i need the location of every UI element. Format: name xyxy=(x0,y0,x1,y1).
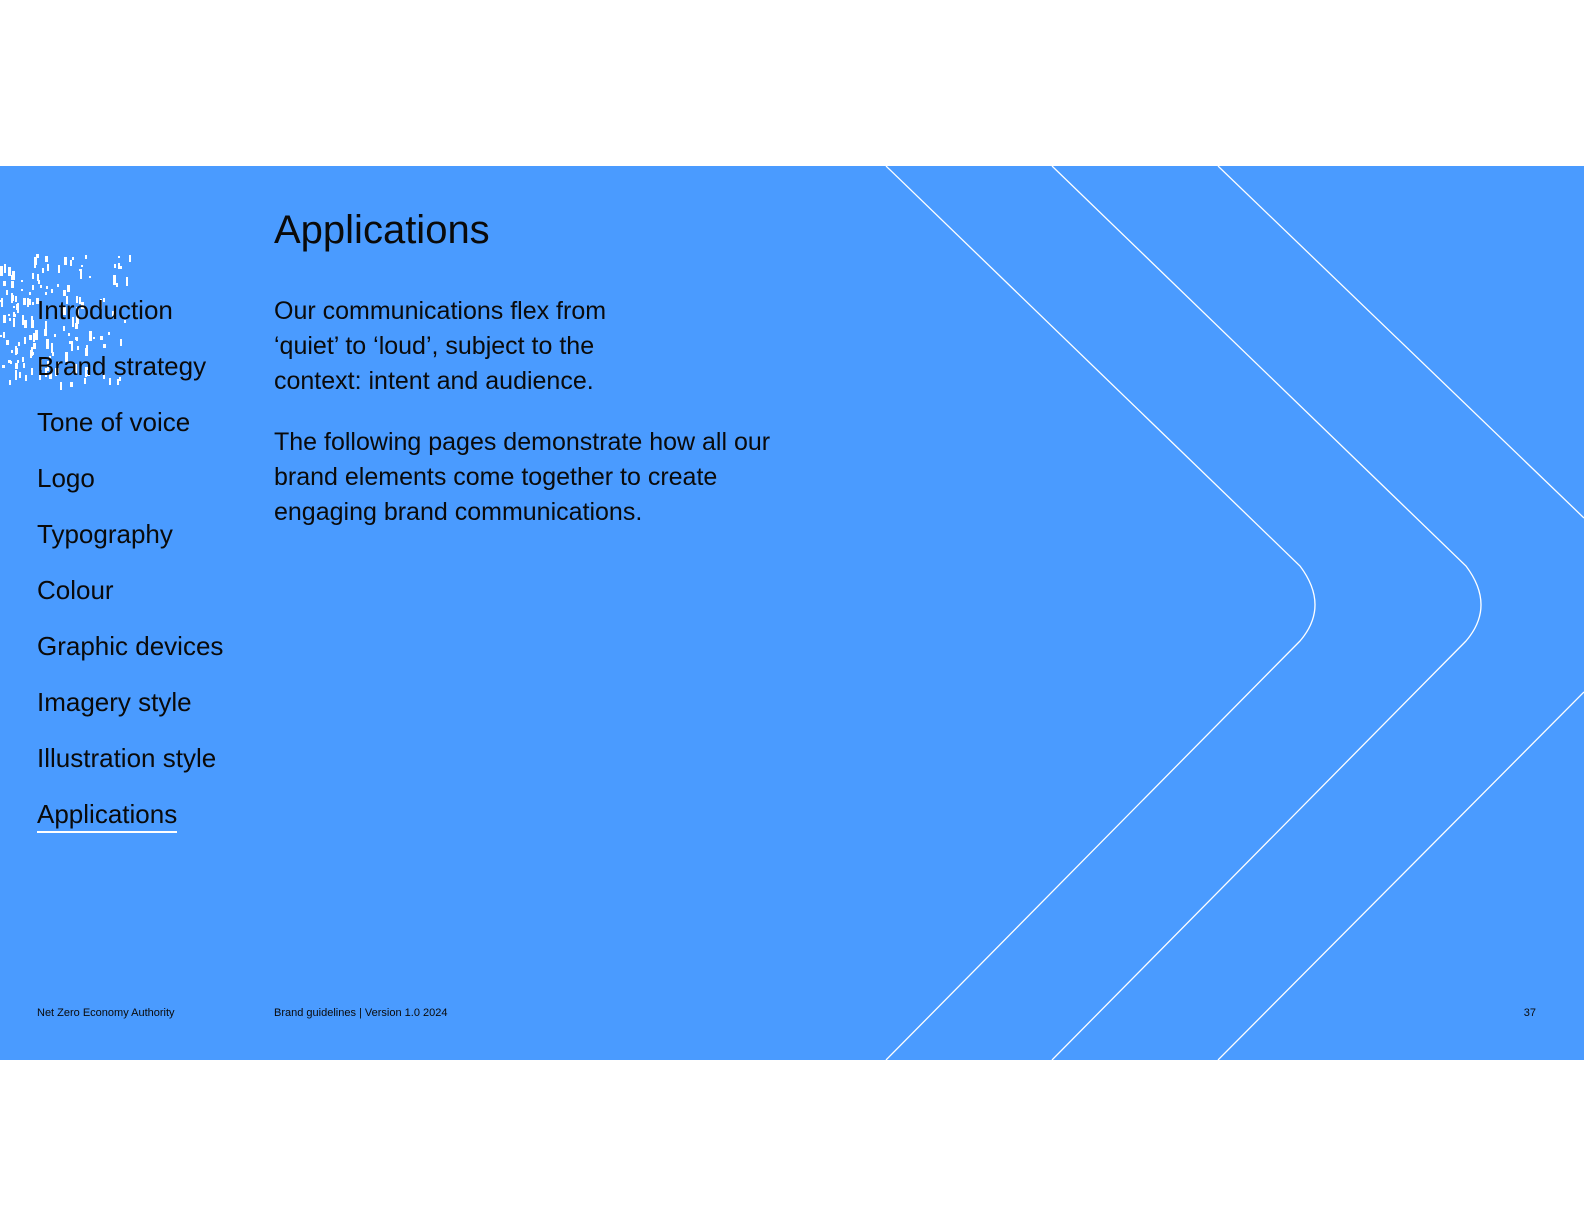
nav-item-imagery-style[interactable]: Imagery style xyxy=(37,687,192,717)
nav-item-logo[interactable]: Logo xyxy=(37,463,95,493)
footer-document-info: Brand guidelines | Version 1.0 2024 xyxy=(274,1007,448,1019)
page-title: Applications xyxy=(274,208,490,252)
nav-item-illustration-style[interactable]: Illustration style xyxy=(37,743,217,773)
intro-paragraph: Our communications flex from ‘quiet’ to ‘loud’, subject to the context: intent and audience. xyxy=(274,297,607,395)
chevron-line-3 xyxy=(1218,166,1584,1060)
nav-item-applications[interactable]: Applications xyxy=(37,798,177,833)
nav-item-typography[interactable]: Typography xyxy=(37,519,173,549)
nav-item-graphic-devices[interactable]: Graphic devices xyxy=(37,631,224,661)
description-paragraph: The following pages demonstrate how all our brand elements come together to create engaging brand communications. xyxy=(274,428,771,526)
nav-item-introduction[interactable]: Introduction xyxy=(37,295,173,325)
slide-panel xyxy=(0,166,1584,1060)
footer-organization: Net Zero Economy Authority xyxy=(37,1007,175,1019)
nav-item-tone-of-voice[interactable]: Tone of voice xyxy=(37,407,191,437)
footer-page-number: 37 xyxy=(1523,1007,1536,1019)
chevron-graphic xyxy=(0,166,1584,1060)
nav-item-brand-strategy[interactable]: Brand strategy xyxy=(37,351,207,381)
chevron-line-2 xyxy=(1052,166,1481,1060)
chevron-line-1 xyxy=(886,166,1315,1060)
nav-item-colour[interactable]: Colour xyxy=(37,575,114,605)
